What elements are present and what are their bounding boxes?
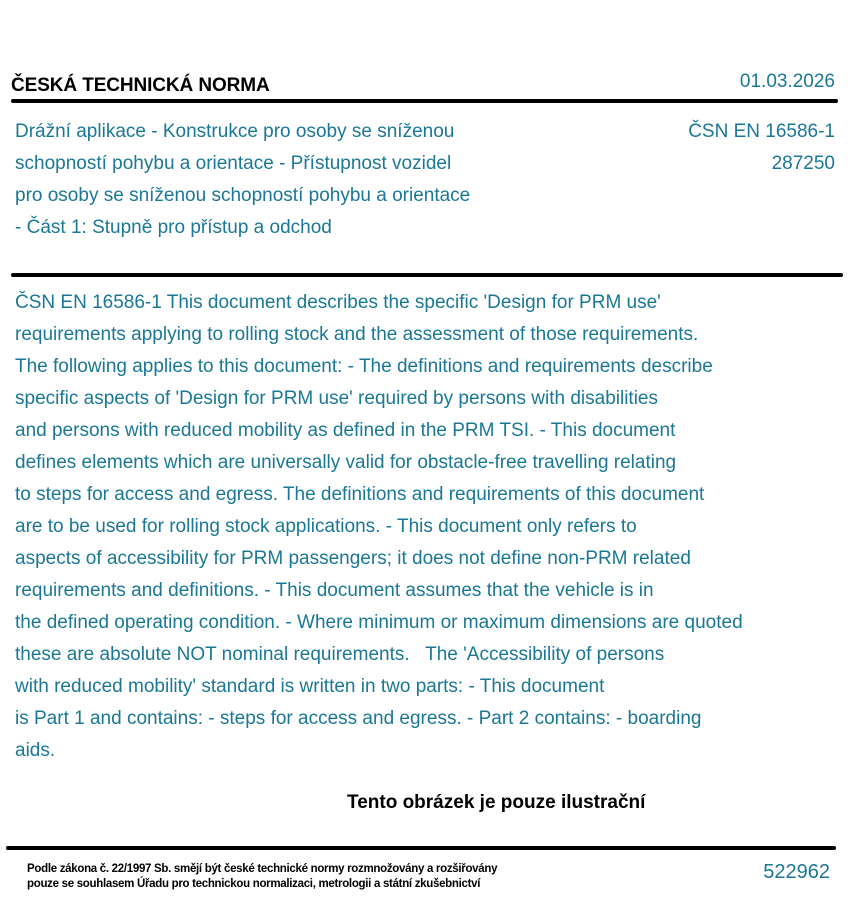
header-title: ČESKÁ TECHNICKÁ NORMA (11, 75, 270, 96)
abstract-line: these are absolute NOT nominal requirements. The 'Accessibility of persons (15, 644, 665, 665)
abstract-line: The following applies to this document: - The definitions and requirements describe (15, 356, 713, 377)
legal-line: Podle zákona č. 22/1997 Sb. smějí být české technické normy rozmnožovány a rozšiřovány (27, 863, 498, 875)
abstract-line: ČSN EN 16586-1 This document describes the specific 'Design for PRM use' (15, 292, 661, 313)
standard-title-line: - Část 1: Stupně pro přístup a odchod (15, 217, 332, 238)
abstract-line: defines elements which are universally valid for obstacle-free travelling relating (15, 452, 677, 473)
abstract-line: specific aspects of 'Design for PRM use' required by persons with disabilities (15, 388, 658, 409)
standard-title-line: pro osoby se sníženou schopností pohybu a orientace (15, 185, 471, 206)
standard-identifiers (688, 116, 835, 180)
abstract-line: requirements applying to rolling stock and the assessment of those requirements. (15, 324, 699, 345)
legal-notice (27, 862, 497, 892)
abstract-line: to steps for access and egress. The definitions and requirements of this document (15, 484, 705, 505)
standard-title-line: Drážní aplikace - Konstrukce pro osoby se sníženou (15, 121, 455, 142)
abstract-line: are to be used for rolling stock applications. - This document only refers to (15, 516, 637, 537)
abstract-line: aspects of accessibility for PRM passengers; it does not define non-PRM related (15, 548, 691, 569)
standard-title-line: schopností pohybu a orientace - Přístupnost vozidel (15, 153, 452, 174)
abstract-line: the defined operating condition. - Where minimum or maximum dimensions are quoted (15, 612, 743, 633)
abstract-line: aids. (15, 740, 56, 761)
legal-line: pouze se souhlasem Úřadu pro technickou normalizaci, metrologii a státní zkušebnictví (27, 878, 481, 890)
footer-divider (6, 846, 836, 850)
class-number: 287250 (771, 153, 835, 174)
standard-title (15, 116, 575, 244)
title-divider (11, 273, 843, 277)
abstract-line: with reduced mobility' standard is written in two parts: - This document (15, 676, 605, 697)
abstract-line: requirements and definitions. - This document assumes that the vehicle is in (15, 580, 654, 601)
abstract-line: is Part 1 and contains: - steps for access and egress. - Part 2 contains: - boarding (15, 708, 702, 729)
illustration-note: Tento obrázek je pouze ilustrační (347, 792, 646, 813)
header-divider (11, 99, 838, 103)
abstract-line: and persons with reduced mobility as defined in the PRM TSI. - This document (15, 420, 676, 441)
standard-code: ČSN EN 16586-1 (688, 121, 835, 142)
document-number: 522962 (763, 861, 830, 883)
abstract (15, 287, 855, 767)
header-date: 01.03.2026 (739, 71, 835, 92)
